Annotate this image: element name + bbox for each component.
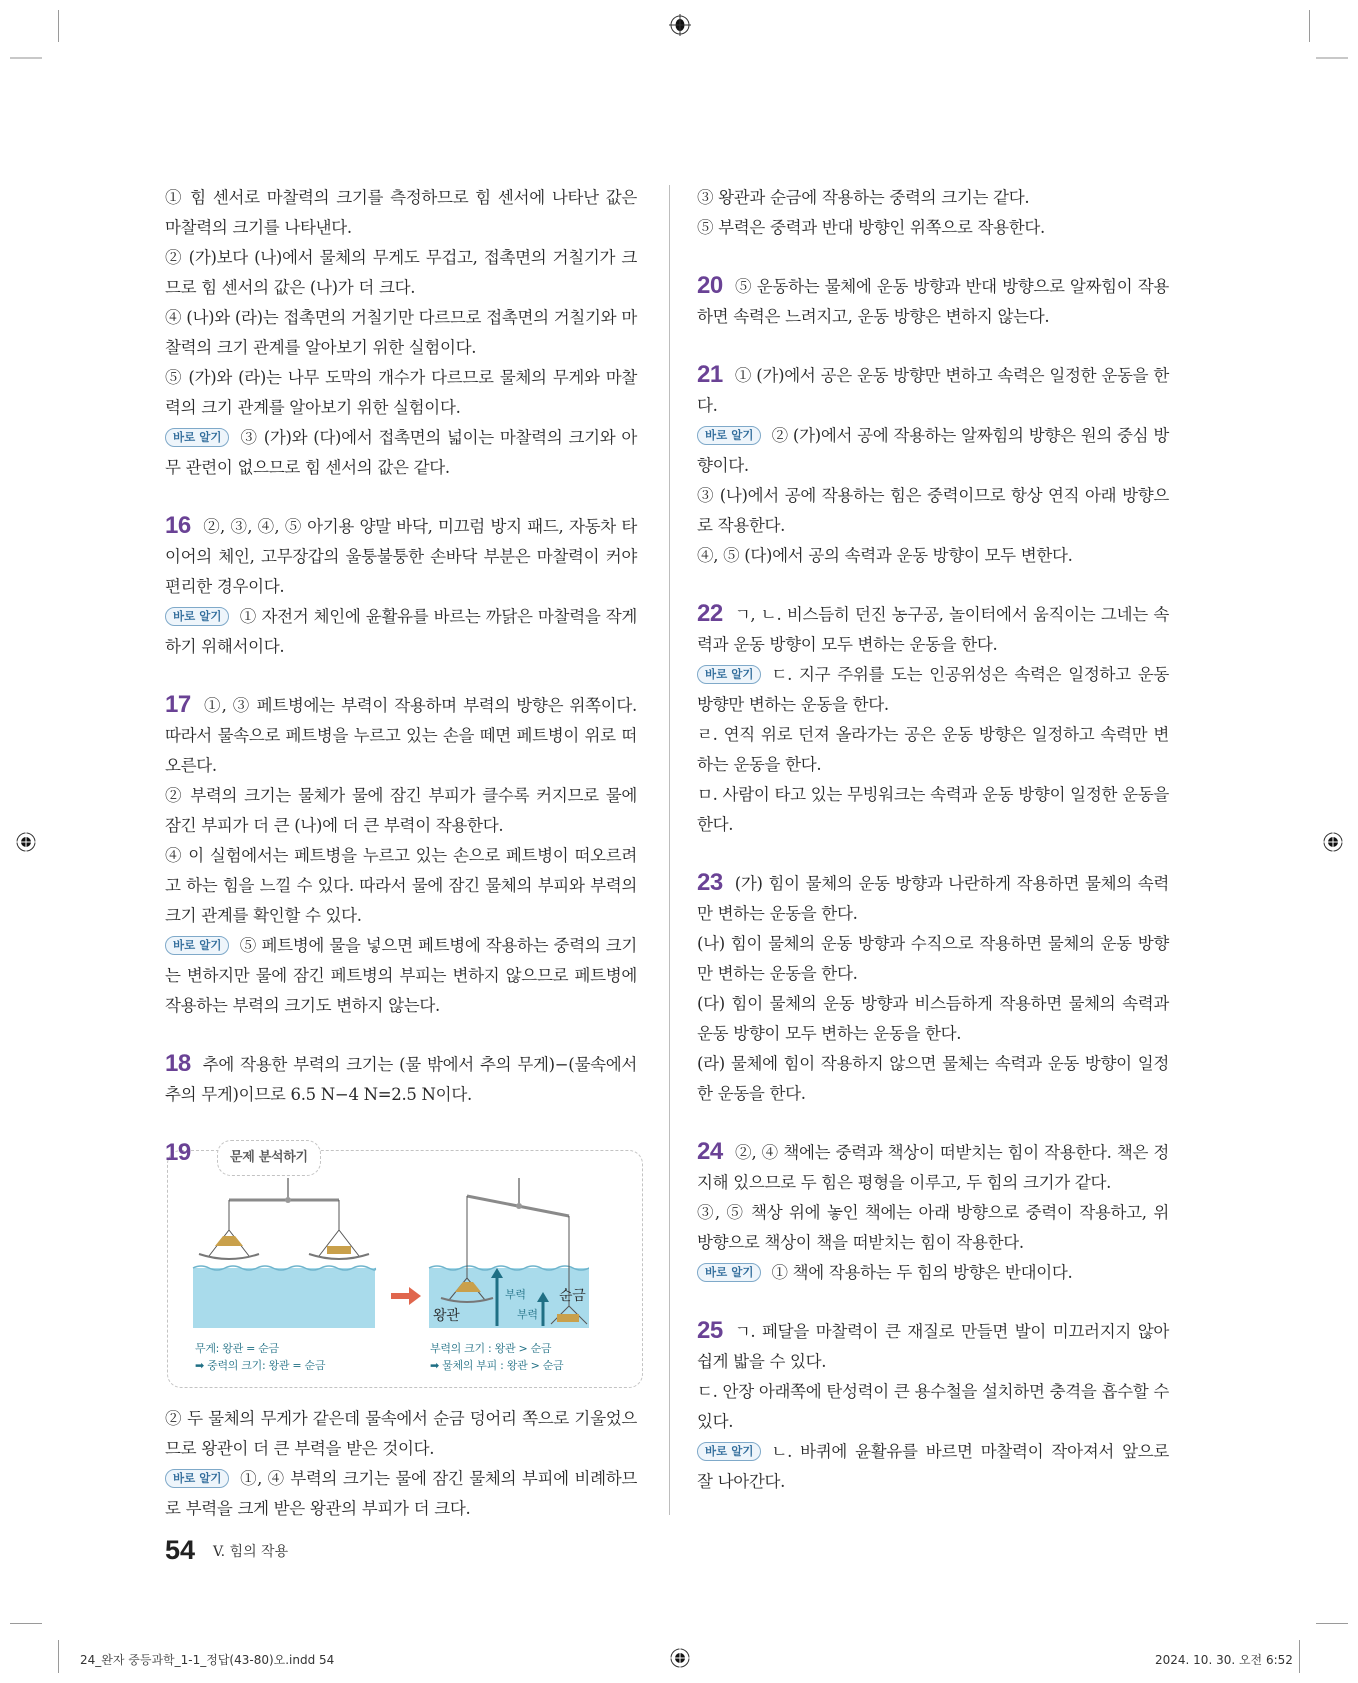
crop-mark	[1299, 1640, 1300, 1673]
left-caption: 무게: 왕관 = 순금	[195, 1342, 279, 1355]
answer-19	[165, 1138, 637, 1524]
answer-19-continued	[697, 183, 1169, 243]
explanation-line: ⑤ 부력은 중력과 반대 방향인 위쪽으로 작용한다.	[697, 218, 1045, 237]
correction-line: 바로 알기 ①, ④ 부력의 크기는 물에 잠긴 물체의 부피에 비례하므로 부력을 크게 받은 왕관의 부피가 더 크다.	[165, 1469, 637, 1518]
baro-algi-badge: 바로 알기	[697, 665, 761, 684]
answer-text: ②, ④ 책에는 중력과 책상이 떠받치는 힘이 작용한다. 책은 정지해 있으므로 두 힘은 평형을 이루고, 두 힘의 크기가 같다.	[697, 1143, 1169, 1192]
answer-text: ㄱ, ㄴ. 비스듬히 던진 농구공, 놀이터에서 움직이는 그네는 속력과 운동 방향이 모두 변하는 운동을 한다.	[697, 605, 1169, 654]
right-column	[697, 183, 1169, 1525]
baro-algi-badge: 바로 알기	[165, 607, 229, 626]
explanation-line: ③, ⑤ 책상 위에 놓인 책에는 아래 방향으로 중력이 작용하고, 위 방향으로 책상이 책을 떠받치는 힘이 작용한다.	[697, 1203, 1169, 1252]
question-number: 23	[697, 869, 723, 896]
correction-line: 바로 알기 ⑤ 페트병에 물을 넣으면 페트병에 작용하는 중력의 크기는 변하지만 물에 잠긴 페트병의 부피는 변하지 않으므로 페트병에 작용하는 부력의 크기도 변하지 않는다.	[165, 936, 637, 1015]
baro-algi-badge: 바로 알기	[165, 936, 229, 955]
explanation-line: ① 힘 센서로 마찰력의 크기를 측정하므로 힘 센서에 나타난 값은 마찰력의 크기를 나타낸다.	[165, 188, 637, 237]
baro-algi-badge: 바로 알기	[697, 426, 761, 445]
question-number: 18	[165, 1050, 191, 1077]
registration-mark-icon	[669, 14, 691, 36]
correction-line: 바로 알기 ① 자전거 체인에 윤활유를 바르는 까닭은 마찰력을 작게 하기 위해서이다.	[165, 607, 637, 656]
registration-mark-icon	[15, 831, 37, 853]
question-number: 22	[697, 600, 723, 627]
explanation-line: ② (가)보다 (나)에서 물체의 무게도 무겁고, 접촉면의 거칠기가 크므로 힘 센서의 값은 (나)가 더 크다.	[165, 248, 637, 297]
answer-18	[165, 1049, 637, 1110]
answer-text: ②, ③, ④, ⑤ 아기용 양말 바닥, 미끄럼 방지 패드, 자동차 타이어의 체인, 고무장갑의 울퉁불퉁한 손바닥 부분은 마찰력이 커야 편리한 경우이다.	[165, 517, 637, 596]
explanation-line: ㅁ. 사람이 타고 있는 무빙워크는 속력과 운동 방향이 일정한 운동을 한다.	[697, 785, 1169, 834]
answer-text: ①, ③ 페트병에는 부력이 작용하며 부력의 방향은 위쪽이다. 따라서 물속으로 페트병을 누르고 있는 손을 떼면 페트병이 위로 떠오른다.	[165, 696, 637, 775]
crop-mark	[10, 1623, 42, 1624]
gold-label: 순금	[559, 1288, 586, 1304]
crown-label: 왕관	[433, 1308, 460, 1324]
baro-algi-badge: 바로 알기	[697, 1442, 761, 1461]
registration-mark-icon	[1322, 831, 1344, 853]
question-number: 20	[697, 272, 723, 299]
explanation-line: ④ 이 실험에서는 페트병을 누르고 있는 손으로 페트병이 떠오르려고 하는 힘을 느낄 수 있다. 따라서 물에 잠긴 물체의 부피와 부력의 크기 관계를 확인할 수 있다.	[165, 846, 637, 925]
question-number: 17	[165, 691, 191, 718]
explanation-line: ④ (나)와 (라)는 접촉면의 거칠기만 다르므로 접촉면의 거칠기와 마찰력의 크기 관계를 알아보기 위한 실험이다.	[165, 308, 637, 357]
answer-25	[697, 1316, 1169, 1497]
print-slug-filename: 24_완자 중등과학_1-1_정답(43-80)오.indd 54	[80, 1653, 335, 1667]
right-caption: ➡ 물체의 부피 : 왕관 > 순금	[430, 1359, 564, 1372]
crop-mark	[1309, 10, 1310, 42]
explanation-line: (나) 힘이 물체의 운동 방향과 수직으로 작용하면 물체의 운동 방향만 변하는 운동을 한다.	[697, 934, 1169, 983]
explanation-line: (라) 물체에 힘이 작용하지 않으면 물체는 속력과 운동 방향이 일정한 운동을 한다.	[697, 1054, 1169, 1103]
answer-text: ⑤ 운동하는 물체에 운동 방향과 반대 방향으로 알짜힘이 작용하면 속력은 느려지고, 운동 방향은 변하지 않는다.	[697, 277, 1169, 326]
left-caption: ➡ 중력의 크기: 왕관 = 순금	[195, 1359, 326, 1372]
crop-mark	[58, 1640, 59, 1673]
answer-17	[165, 690, 637, 1021]
right-caption: 부력의 크기 : 왕관 > 순금	[430, 1342, 552, 1355]
question-number: 24	[697, 1138, 723, 1165]
question-number: 19	[165, 1139, 191, 1166]
question-number: 25	[697, 1317, 723, 1344]
crop-mark	[10, 57, 42, 59]
answer-21	[697, 360, 1169, 571]
answer-22	[697, 599, 1169, 840]
correction-line: 바로 알기 ㄴ. 바퀴에 윤활유를 바르면 마찰력이 작아져서 앞으로 잘 나아간다.	[697, 1442, 1169, 1491]
correction-line: 바로 알기 ② (가)에서 공에 작용하는 알짜힘의 방향은 원의 중심 방향이다.	[697, 426, 1169, 475]
crop-mark	[1316, 1623, 1348, 1624]
answer-24	[697, 1137, 1169, 1288]
question-number: 21	[697, 361, 723, 388]
baro-algi-badge: 바로 알기	[165, 428, 229, 447]
explanation-line: ⑤ (가)와 (라)는 나무 도막의 개수가 다르므로 물체의 무게와 마찰력의 크기 관계를 알아보기 위한 실험이다.	[165, 368, 637, 417]
answer-text: ① (가)에서 공은 운동 방향만 변하고 속력은 일정한 운동을 한다.	[697, 366, 1169, 415]
answer-text: (가) 힘이 물체의 운동 방향과 나란하게 작용하면 물체의 속력만 변하는 운동을 한다.	[697, 874, 1169, 923]
analysis-tag: 문제 분석하기	[217, 1140, 321, 1176]
column-divider	[669, 185, 670, 1515]
chapter-title: V. 힘의 작용	[213, 1544, 289, 1560]
left-column	[165, 183, 637, 1524]
question-number: 16	[165, 512, 191, 539]
crop-mark	[1316, 57, 1348, 59]
explanation-line: ㄹ. 연직 위로 던져 올라가는 공은 운동 방향은 일정하고 속력만 변하는 운동을 한다.	[697, 725, 1169, 774]
page-number: 54	[165, 1535, 196, 1565]
answer-16	[165, 511, 637, 662]
registration-mark-icon	[669, 1647, 691, 1669]
answer-text: ㄱ. 페달을 마찰력이 큰 재질로 만들면 발이 미끄러지지 않아 쉽게 밟을 수 있다.	[697, 1322, 1169, 1371]
problem-analysis-box	[165, 1138, 637, 1390]
explanation-line: ③ 왕관과 순금에 작용하는 중력의 크기는 같다.	[697, 188, 1030, 207]
answer-text: 추에 작용한 부력의 크기는 (물 밖에서 추의 무게)−(물속에서 추의 무게)이므로 6.5 N−4 N=2.5 N이다.	[165, 1055, 637, 1104]
crop-mark	[58, 10, 59, 42]
correction-line: 바로 알기 ① 책에 작용하는 두 힘의 방향은 반대이다.	[697, 1258, 1169, 1288]
correction-line: 바로 알기 ㄷ. 지구 주위를 도는 인공위성은 속력은 일정하고 운동 방향만 변하는 운동을 한다.	[697, 665, 1169, 714]
answer-20	[697, 271, 1169, 332]
explanation-line: ④, ⑤ (다)에서 공의 속력과 운동 방향이 모두 변한다.	[697, 546, 1073, 565]
explanation-line: ③ (나)에서 공에 작용하는 힘은 중력이므로 항상 연직 아래 방향으로 작용한다.	[697, 486, 1169, 535]
print-slug-timestamp: 2024. 10. 30. 오전 6:52	[1155, 1653, 1293, 1667]
answer-15-continued	[165, 183, 637, 483]
explanation-line: (다) 힘이 물체의 운동 방향과 비스듬하게 작용하면 물체의 속력과 운동 방향이 모두 변하는 운동을 한다.	[697, 994, 1169, 1043]
explanation-line: ㄷ. 안장 아래쪽에 탄성력이 큰 용수철을 설치하면 충격을 흡수할 수 있다.	[697, 1382, 1169, 1431]
buoyancy-label: 부력	[505, 1288, 526, 1301]
baro-algi-badge: 바로 알기	[165, 1469, 229, 1488]
correction-line: 바로 알기 ③ (가)와 (다)에서 접촉면의 넓이는 마찰력의 크기와 아무 관련이 없으므로 힘 센서의 값은 같다.	[165, 428, 637, 477]
baro-algi-badge: 바로 알기	[697, 1263, 761, 1282]
buoyancy-label: 부력	[517, 1308, 538, 1321]
explanation-line: ② 부력의 크기는 물체가 물에 잠긴 부피가 클수록 커지므로 물에 잠긴 부피가 더 큰 (나)에 더 큰 부력이 작용한다.	[165, 786, 637, 835]
explanation-line: ② 두 물체의 무게가 같은데 물속에서 순금 덩어리 쪽으로 기울었으므로 왕관이 더 큰 부력을 받은 것이다.	[165, 1409, 637, 1458]
answer-23	[697, 868, 1169, 1109]
